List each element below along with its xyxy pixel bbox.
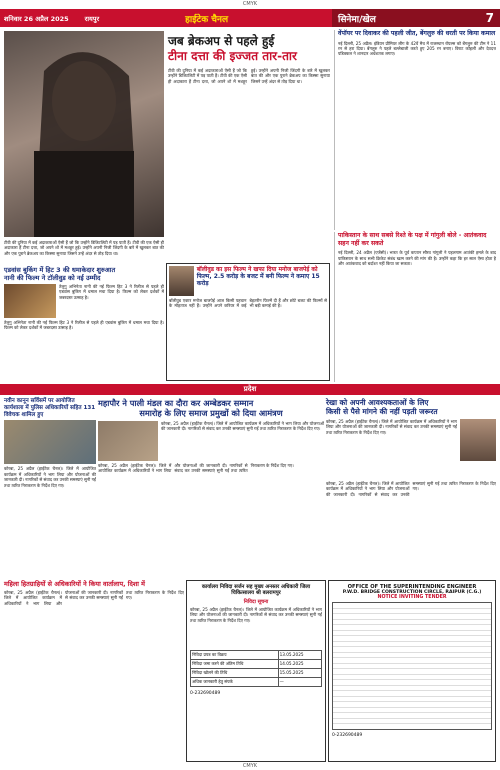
pradesh-story-1 (4, 398, 96, 578)
pradesh-s1-headline: नवीन कानून सर्विसमें पर आयोजित कार्यशाला में पुलिस अधिकारियों सहित 131 विवेचक शामिल हुए (4, 398, 96, 418)
table-row (191, 668, 322, 677)
notice-row-label: अधिक जानकारी हेतु संपर्क (191, 677, 279, 686)
notice-row-label: निविदा खोलने की तिथि (191, 668, 279, 677)
brand: हाईटेक चैनल (185, 14, 229, 25)
main-photo (4, 31, 164, 237)
pradesh-s2-headline-2: समारोह के लिए समाज प्रमुखों को दिया आमंत्रण (139, 408, 283, 418)
tender-sub1: P.W.D. BRIDGE CONSTRUCTION CIRCLE, RAIPUR (C.G.) (342, 590, 482, 595)
main-lead-text: टीवी की दुनिया में कई अदाकाराओं ऐसी हैं जो कि उन्होंने डिजिटलिटी में पड़ पाती हैं। टीवी की एक ऐसी ही अदाकारा हैं टीना दत्ता, जो अपने शो में मशहूर हुई। उन्होंने अपनी निजी जिंदगी के बारे में खुलकर बात की और एक पुराने ब्रेकअप का किस्सा सुनाया जिसने उन्हें अंदर से तोड़ दिया था। (168, 68, 330, 84)
city: रायपुर (84, 14, 100, 23)
tender-box (328, 580, 496, 762)
table-row (191, 650, 322, 659)
pradesh-s2-headline-1: महापौर ने पाली मंडल का दौरा कर अम्बेडकर सम्मान (98, 398, 254, 408)
masthead-right (332, 9, 500, 27)
pradesh-s3-headline-1: रेखा को अपनी आवश्यकताओं के लिए (326, 398, 429, 407)
workshop-photo (4, 420, 96, 464)
cmyk-top (0, 0, 500, 9)
side-body: नई दिल्ली, 25 अप्रैल। इंडियन प्रीमियर लीग के 42वें मैच में राजस्थान रॉयल्स को बेंगलुरु की टीम ने 11 रन से हरा दिया। बेंगलुरु ने पहले बल्लेबाजी करते हुए 205 रन बनाए। विराट कोहली और देवदत्त पडिक्कल ने शानदार अर्धशतक लगाए। (338, 40, 496, 57)
cricket-body: नई दिल्ली, 24 अप्रैल (एजेंसी)। भारत के पूर्व कप्तान सौरव गांगुली ने पहलगाम आतंकी हमले के बाद पाकिस्तान के साथ सभी क्रिकेट संबंध खत्म करने की मांग की है। उन्होंने कहा कि हर साल ऐसा होता है और आतंकवाद को बर्दाश्त नहीं किया जा सकता। (338, 250, 496, 266)
pradesh-s3-body-more: कोरबा, 25 अप्रैल (हाईटेक चैनल)। जिले में आयोजित कार्यक्रम में अधिकारियों ने भाग लिया और योजनाओं की जानकारी दी। नागरिकों से संवाद कर उनकी समस्याएं सुनी गईं तथा त्वरित निराकरण के निर्देश दिए गए। (326, 481, 496, 497)
masthead-left (0, 9, 332, 27)
section-title: सिनेमा/खेल (338, 14, 376, 25)
notice-row-date: 13.05.2025 (278, 650, 321, 659)
tender-phone: 0-232690489 (332, 733, 363, 738)
tender-sub2: NOTICE INVITING TENDER (377, 595, 447, 600)
pradesh-s1-body: कोरबा, 25 अप्रैल (हाईटेक चैनल)। जिले में आयोजित कार्यक्रम में अधिकारियों ने भाग लिया और योजनाओं की जानकारी दी। नागरिकों से संवाद कर उनकी समस्याएं सुनी गईं तथा त्वरित निराकरण के निर्देश दिए गए। (4, 466, 96, 488)
notice-row-label: निविदा जमा करने की अंतिम तिथि (191, 659, 279, 668)
cricket-story (334, 232, 496, 382)
main-headline (168, 34, 330, 63)
notice-phone: 0-232690489 (190, 690, 221, 696)
notice-title: कार्यालय निविदा सर्जन सह मुख्य अनस्तर अधिकारी जिला चिकित्सालय श्री बलरामपुर (201, 584, 311, 597)
film-photo (4, 284, 56, 318)
pradesh-s4-headline: महिला हितग्राहियों से अधिकारियों ने किया वार्तालाप, दिशा में (4, 580, 145, 588)
film-headline-1: एडवांस बुकिंग में हिट 3 की धमाकेदार शुरुआत (4, 266, 116, 274)
pradesh-s2-body: कोरबा, 25 अप्रैल (हाईटेक चैनल)। जिले में आयोजित कार्यक्रम में अधिकारियों ने भाग लिया और योजनाओं की जानकारी दी। नागरिकों से संवाद कर उनकी समस्याएं सुनी गईं तथा त्वरित निराकरण के निर्देश दिए गए। (161, 421, 324, 432)
cmyk-bottom (0, 762, 500, 770)
cmyk-label: CMYK (242, 1, 258, 7)
film-body: तेलुगु अभिनेता नानी की नई फिल्म हिट 3 ने रिलीज से पहले ही एडवांस बुकिंग में धमाल मचा दिया है। फिल्म को लेकर दर्शकों में जबरदस्त उत्साह है। (59, 284, 164, 300)
pradesh-s3-headline-2: किसी से पैसे मांगने की नहीं पड़ती जरूरत (326, 407, 438, 416)
cmyk-label: CMYK (242, 763, 258, 769)
pradesh-band (0, 384, 500, 395)
pradesh-story-2 (98, 398, 324, 578)
film-story (4, 266, 164, 376)
table-row (191, 659, 322, 668)
main-headline-1: जब ब्रेकअप से पहले हुई (168, 34, 275, 48)
pradesh-label: प्रदेश (243, 385, 257, 393)
bollywood-photo (169, 266, 194, 296)
bollywood-headline-1: बॉलीवुड का इस फिल्म ने खफा दिया मनोज बाजपेई को (196, 266, 318, 273)
side-headline: वेंपॉयर पर दिवाकर की पहली जीत, बेंगलुरु की धरती पर किया कमाल (338, 30, 496, 37)
notice-row-date: 14.05.2025 (278, 659, 321, 668)
portrait-image (4, 31, 164, 237)
notice-row-date: — (278, 677, 321, 686)
bollywood-headline-2: फिल्म, 2.5 करोड़ के बजट में बनी फिल्म ने कमाए 15 करोड़ (196, 273, 320, 288)
film-body-more: तेलुगु अभिनेता नानी की नई फिल्म हिट 3 ने रिलीज से पहले ही एडवांस बुकिंग में धमाल मचा दिया है। फिल्म को लेकर दर्शकों में जबरदस्त उत्साह है। (4, 320, 164, 331)
main-body-text: टीवी की दुनिया में कई अदाकाराओं ऐसी हैं जो कि उन्होंने डिजिटलिटी में पड़ पाती हैं। टीवी की एक ऐसी ही अदाकारा हैं टीना दत्ता, जो अपने शो में मशहूर हुई। उन्होंने अपनी निजी जिंदगी के बारे में खुलकर बात की और एक पुराने ब्रेकअप का किस्सा सुनाया जिसने उन्हें अंदर से तोड़ दिया था। (4, 240, 164, 256)
mayor-photo (98, 421, 158, 461)
pradesh-s3-body: कोरबा, 25 अप्रैल (हाईटेक चैनल)। जिले में आयोजित कार्यक्रम में अधिकारियों ने भाग लिया और योजनाओं की जानकारी दी। नागरिकों से संवाद कर उनकी समस्याएं सुनी गईं तथा त्वरित निराकरण के निर्देश दिए गए। (326, 419, 457, 435)
notice-table (190, 650, 322, 687)
page-number: 7 (485, 11, 494, 25)
bollywood-body: बॉलीवुड एक्टर मनोज बाजपेई आज किसी पहचान के मोहताज नहीं हैं। उन्होंने अपने करियर में कई बेहतरीन फिल्में दी हैं और छोटे बजट की फिल्मों से भी बड़ी कमाई की है। (169, 298, 327, 309)
rekha-photo (460, 419, 496, 461)
tender-grid (332, 602, 492, 730)
notice-sub: निविदा सूचना (243, 598, 269, 605)
film-headline-2: नानी की फिल्म ने टॉलीवुड को नई उम्मीद (4, 274, 101, 282)
main-body-left (4, 240, 164, 264)
notice-row-label: निविदा प्रपत्र का विक्रय (191, 650, 279, 659)
notice-row-date: 15.05.2025 (278, 668, 321, 677)
notice-text: कोरबा, 25 अप्रैल (हाईटेक चैनल)। जिले में आयोजित कार्यक्रम में अधिकारियों ने भाग लिया और योजनाओं की जानकारी दी। नागरिकों से संवाद कर उनकी समस्याएं सुनी गईं तथा त्वरित निराकरण के निर्देश दिए गए। (190, 606, 322, 623)
pradesh-s4-body: कोरबा, 25 अप्रैल (हाईटेक चैनल)। जिले में आयोजित कार्यक्रम में अधिकारियों ने भाग लिया और योजनाओं की जानकारी दी। नागरिकों से संवाद कर उनकी समस्याएं सुनी गईं तथा त्वरित निराकरण के निर्देश दिए गए। (4, 590, 184, 606)
notice-box (186, 580, 326, 762)
side-story (334, 30, 496, 230)
bollywood-story (166, 263, 330, 381)
table-row (191, 677, 322, 686)
pradesh-story-3 (326, 398, 496, 578)
date: शनिवार 26 अप्रैल 2025 (4, 14, 69, 23)
pradesh-story-4 (4, 580, 184, 762)
main-headline-2: टीना दत्ता की इज्जत तार-तार (168, 49, 297, 63)
main-lead (168, 68, 330, 236)
cricket-headline: पाकिस्तान के साथ सबसे रिश्ते के पक्ष में गांगुली बोले - आतंकवाद सहन नहीं कर सकते (338, 232, 487, 247)
pradesh-s2-body-more: कोरबा, 25 अप्रैल (हाईटेक चैनल)। जिले में आयोजित कार्यक्रम में अधिकारियों ने भाग लिया और योजनाओं की जानकारी दी। नागरिकों से संवाद कर उनकी समस्याएं सुनी गईं तथा त्वरित निराकरण के निर्देश दिए गए। (98, 463, 294, 474)
tender-title: OFFICE OF THE SUPERINTENDING ENGINEER (347, 584, 477, 590)
